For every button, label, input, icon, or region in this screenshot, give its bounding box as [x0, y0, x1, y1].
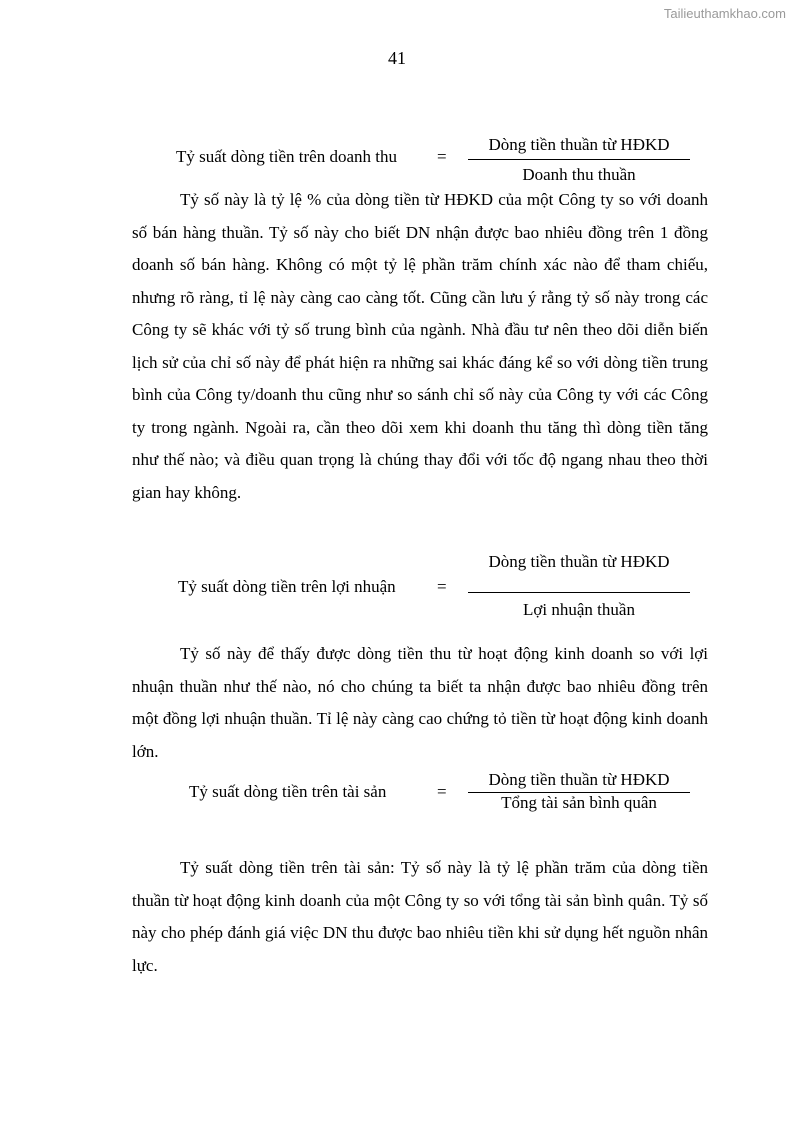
- fraction-bar: [468, 592, 690, 593]
- formula-cashflow-profit: [0, 552, 794, 627]
- formula-label: Tỷ suất dòng tiền trên doanh thu: [176, 147, 397, 166]
- fraction-numerator: Dòng tiền thuần từ HĐKD: [488, 135, 670, 154]
- formula-cashflow-assets: [0, 770, 794, 830]
- watermark: Tailieuthamkhao.com: [663, 6, 786, 21]
- equals-sign: =: [437, 577, 447, 596]
- fraction-denominator: Lợi nhuận thuần: [523, 600, 635, 619]
- formula-label: Tỷ suất dòng tiền trên lợi nhuận: [178, 577, 396, 596]
- formula-label: Tỷ suất dòng tiền trên tài sản: [189, 782, 387, 801]
- fraction-numerator: Dòng tiền thuần từ HĐKD: [488, 770, 670, 789]
- page-number: 41: [388, 48, 406, 68]
- paragraph-revenue-explanation: Tỷ số này là tỷ lệ % của dòng tiền từ HĐKD của một Công ty so với doanh số bán hàng thuần. Tỷ số này cho biết DN nhận được bao nhiêu đồng trên 1 đồng doanh số bán hàng. Không có một tỷ lệ phần trăm chính xác nào để tham chiếu, nhưng rõ ràng, tỉ lệ này càng cao càng tốt. Cũng cần lưu ý rằng tỷ số này trong các Công ty sẽ khác với tỷ số trung bình của ngành. Nhà đầu tư nên theo dõi diễn biến lịch sử của chỉ số này để phát hiện ra những sai khác đáng kể so với dòng tiền trung bình của Công ty/doanh thu cũng như so sánh chỉ số này của Công ty với các Công ty trong ngành. Ngoài ra, cần theo dõi xem khi doanh thu tăng thì dòng tiền tăng như thế nào; và điều quan trọng là chúng thay đổi với tốc độ ngang nhau theo thời gian hay không.: [132, 190, 708, 502]
- fraction-numerator: Dòng tiền thuần từ HĐKD: [488, 552, 670, 571]
- paragraph-assets-explanation: Tỷ suất dòng tiền trên tài sản: Tỷ số này là tỷ lệ phần trăm của dòng tiền thuần từ hoạt động kinh doanh của một Công ty so với tổng tài sản bình quân. Tỷ số này cho phép đánh giá việc DN thu được bao nhiêu tiền khi sử dụng hết nguồn nhân lực.: [132, 858, 708, 975]
- paragraph-profit-explanation: Tỷ số này để thấy được dòng tiền thu từ hoạt động kinh doanh so với lợi nhuận thuần như thế nào, nó cho chúng ta biết ta nhận được bao nhiêu đồng trên một đồng lợi nhuận thuần. Tỉ lệ này càng cao chứng tỏ tiền từ hoạt động kinh doanh lớn.: [132, 644, 708, 761]
- fraction-denominator: Doanh thu thuần: [522, 165, 636, 184]
- equals-sign: =: [437, 782, 447, 801]
- fraction-bar: [468, 159, 690, 160]
- fraction-denominator: Tổng tài sản bình quân: [501, 793, 657, 812]
- equals-sign: =: [437, 147, 447, 166]
